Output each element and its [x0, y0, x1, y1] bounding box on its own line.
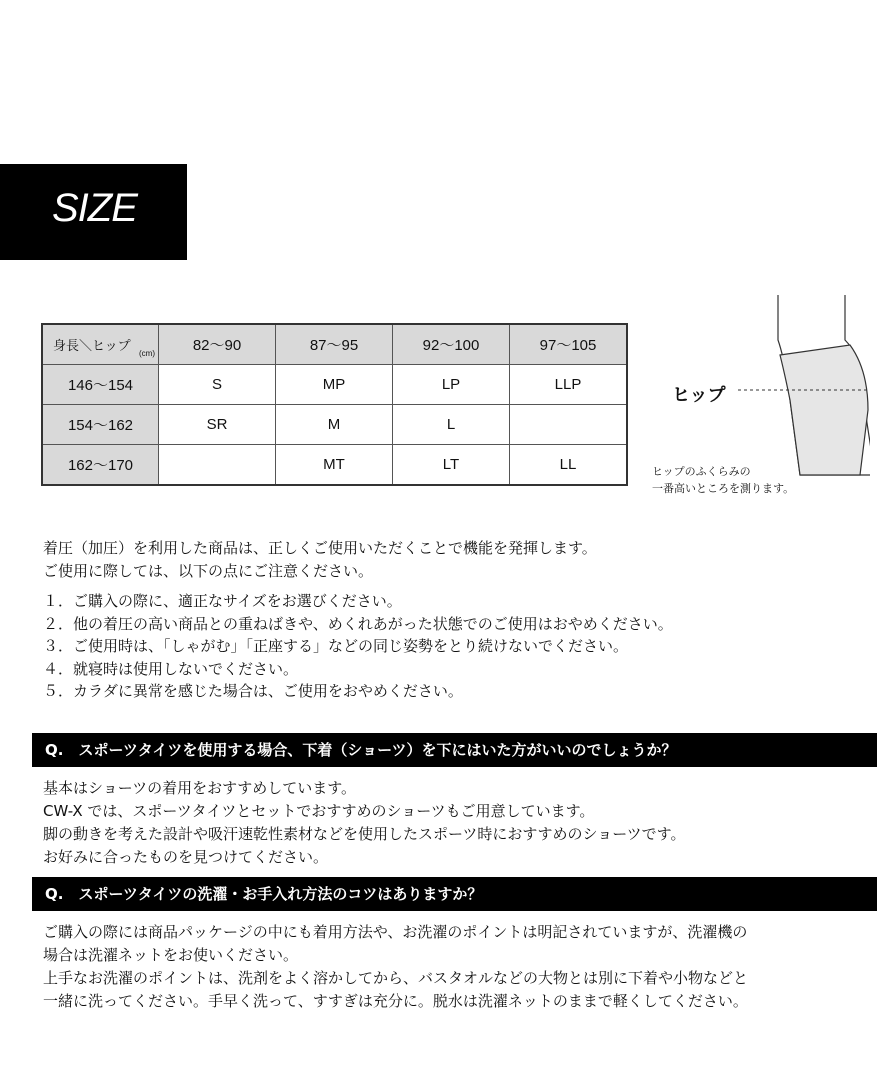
size-cell: LT [393, 445, 510, 486]
caution-item: ４．就寝時は使用しないでください。 [43, 659, 299, 678]
caution-list [43, 590, 673, 703]
answer-line: 一緒に洗ってください。手早く洗って、すすぎは充分に。脱水は洗濯ネットのままで軽くしてください。 [43, 992, 748, 1010]
answer-line: ご購入の際には商品パッケージの中にも着用方法や、お洗濯のポイントは明記されていますが、洗濯機の [43, 923, 748, 941]
table-header-row [42, 324, 627, 365]
size-banner [0, 164, 187, 260]
size-cell: LP [393, 365, 510, 405]
size-cell: LL [510, 445, 628, 486]
table-corner-cell [42, 324, 159, 365]
corner-unit: (cm) [139, 349, 155, 358]
answer-line: 基本はショーツの着用をおすすめしています。 [43, 779, 357, 797]
size-cell: L [393, 405, 510, 445]
answer-line: 上手なお洗濯のポイントは、洗剤をよく溶かしてから、バスタオルなどの大物とは別に下着や小物などと [43, 969, 749, 987]
answer-line: 場合は洗濯ネットをお使いください。 [43, 946, 299, 964]
size-cell: SR [159, 405, 276, 445]
corner-label: 身長＼ヒップ [53, 338, 131, 353]
size-cell: S [159, 365, 276, 405]
size-cell [510, 405, 628, 445]
size-cell [159, 445, 276, 486]
answer-line: 脚の動きを考えた設計や吸汗速乾性素材などを使用したスポーツ時におすすめのショーツです。 [43, 825, 686, 843]
table-row [42, 405, 627, 445]
faq-question-1: Q. スポーツタイツを使用する場合、下着（ショーツ）を下にはいた方がいいのでしょうか？ [32, 733, 877, 767]
hip-label: ヒップ [672, 385, 726, 406]
faq-answer-2 [43, 921, 748, 1013]
intro-line: 着圧（加圧）を利用した商品は、正しくご使用いただくことで機能を発揮します。 [43, 539, 597, 557]
faq-answer-1 [43, 777, 685, 869]
height-header: 162〜170 [42, 445, 159, 486]
size-cell: LLP [510, 365, 628, 405]
hip-note-line: ヒップのふくらみの [652, 465, 751, 478]
caution-item: １．ご購入の際に、適正なサイズをお選びください。 [43, 592, 402, 610]
hip-note [652, 463, 794, 497]
answer-line: お好みに合ったものを見つけてください。 [43, 848, 329, 866]
answer-line: CW-X では、スポーツタイツとセットでおすすめのショーツもご用意しています。 [43, 802, 595, 820]
hip-header: 82〜90 [159, 324, 276, 365]
caution-item: ５．カラダに異常を感じた場合は、ご使用をおやめください。 [43, 682, 463, 700]
caution-item: ３．ご使用時は、「しゃがむ」「正座する」などの同じ姿勢をとり続けないでください。 [43, 637, 629, 655]
hip-header: 87〜95 [276, 324, 393, 365]
table-row [42, 365, 627, 405]
size-cell: MT [276, 445, 393, 486]
hip-note-line: 一番高いところを測ります。 [652, 482, 795, 495]
size-table [41, 323, 628, 486]
table-row [42, 445, 627, 486]
size-cell: MP [276, 365, 393, 405]
size-title: SIZE [52, 186, 137, 230]
caution-item: ２．他の着圧の高い商品との重ねばきや、めくれあがった状態でのご使用はおやめください。 [43, 614, 673, 633]
figure-tights [780, 345, 868, 475]
size-cell: M [276, 405, 393, 445]
faq-question-2: Q. スポーツタイツの洗濯・お手入れ方法のコツはありますか？ [32, 877, 877, 911]
height-header: 146〜154 [42, 365, 159, 405]
intro-text [43, 537, 597, 583]
hip-header: 97〜105 [510, 324, 628, 365]
hip-header: 92〜100 [393, 324, 510, 365]
height-header: 154〜162 [42, 405, 159, 445]
intro-line: ご使用に際しては、以下の点にご注意ください。 [43, 562, 374, 580]
